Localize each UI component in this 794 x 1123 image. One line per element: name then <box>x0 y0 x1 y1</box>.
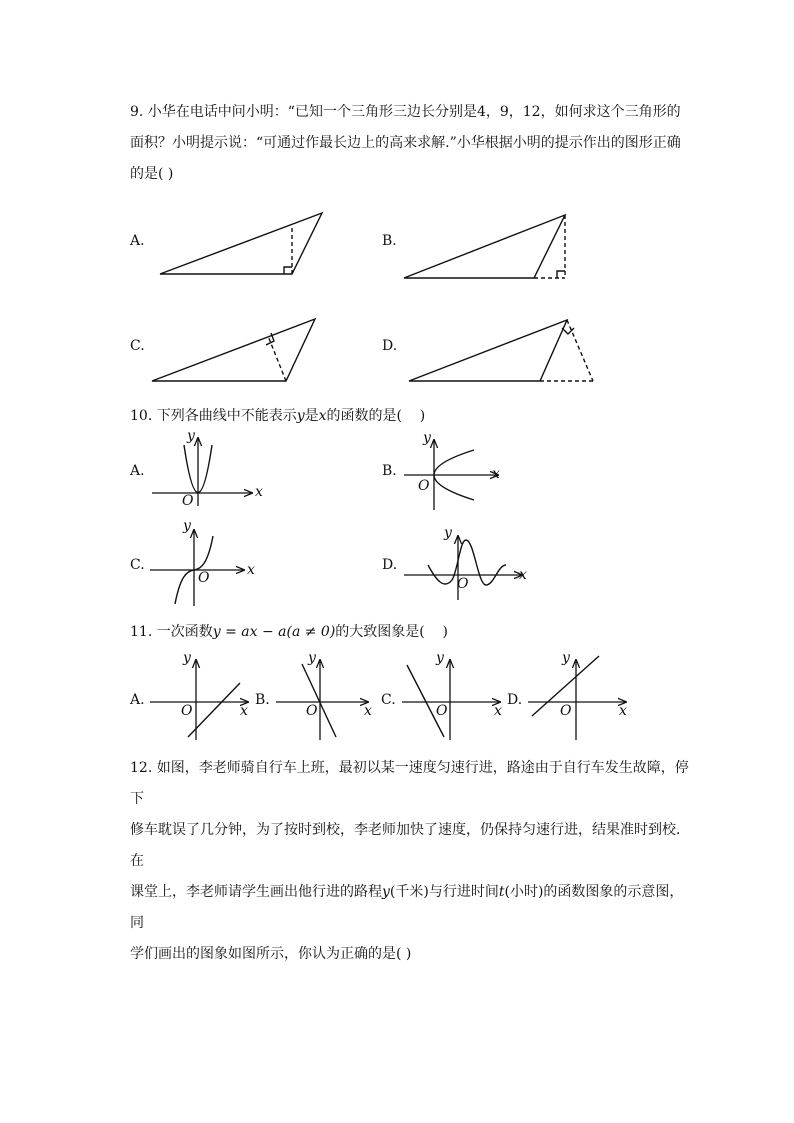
q10-b-x-label: x <box>492 466 500 482</box>
q12-var-t: t <box>498 884 505 900</box>
q11-c-origin-label: O <box>436 703 448 719</box>
q12-line3-post: (小时)的函数图象的示意图，同 <box>130 884 684 931</box>
q10-option-a-label[interactable]: A. <box>130 463 145 479</box>
q10-option-c-label[interactable]: C. <box>130 557 145 573</box>
q10-d-x-label: x <box>519 567 527 583</box>
q9-line-2: 面积？小明提示说：“可通过作最长边上的高来求解.”小华根据小明的提示作出的图形正确 <box>130 135 681 151</box>
q11-b-origin-label: O <box>306 703 318 719</box>
q11-option-c-label[interactable]: C. <box>381 692 396 708</box>
q9-line-3: 的是( ) <box>130 166 174 182</box>
q10-option-d-label[interactable]: D. <box>382 557 398 573</box>
q11-figure-d <box>528 656 626 740</box>
q10-var-y: y <box>296 408 305 424</box>
q11-d-origin-label: O <box>560 703 572 719</box>
q11-text-post: 的大致图象是( ) <box>335 624 449 640</box>
q11-option-b-label[interactable]: B. <box>255 692 270 708</box>
q11-a-x-label: x <box>240 703 248 719</box>
q10-b-origin-label: O <box>418 478 430 494</box>
q10-d-y-label: y <box>444 525 452 541</box>
q11-a-y-label: y <box>183 650 191 666</box>
q11-b-y-label: y <box>308 650 316 666</box>
q10-b-y-label: y <box>423 430 431 446</box>
q10-number: 10. <box>130 408 153 424</box>
question-12 <box>130 753 690 970</box>
q11-option-a-label[interactable]: A. <box>130 692 145 708</box>
q11-figure-b <box>276 660 368 740</box>
q11-option-d-label[interactable]: D. <box>507 692 523 708</box>
q10-var-x: x <box>318 408 327 424</box>
q11-figure-a <box>150 660 248 740</box>
q11-c-x-label: x <box>494 703 502 719</box>
q11-a-origin-label: O <box>181 703 193 719</box>
q11-d-x-label: x <box>619 703 627 719</box>
q11-number: 11. <box>130 624 153 640</box>
q11-b-x-label: x <box>364 703 372 719</box>
q11-formula: y = ax − a(a ≠ 0) <box>212 624 336 640</box>
q10-c-origin-label: O <box>198 570 210 586</box>
q10-c-x-label: x <box>247 562 255 578</box>
q11-text-pre: 一次函数 <box>156 624 213 640</box>
q11-d-y-label: y <box>562 650 570 666</box>
q9-option-b-label[interactable]: B. <box>382 233 397 249</box>
q10-text-pre: 下列各曲线中不能表示 <box>156 408 297 424</box>
q12-line3-mid: (千米)与行进时间 <box>389 884 499 900</box>
q10-c-y-label: y <box>183 518 191 534</box>
q12-line-4: 学们画出的图象如图所示，你认为正确的是( ) <box>130 946 412 962</box>
q9-option-c-label[interactable]: C. <box>130 338 145 354</box>
q12-line3-pre: 课堂上，李老师请学生画出他行进的路程 <box>130 884 382 900</box>
q9-option-d-label[interactable]: D. <box>382 338 398 354</box>
q11-figure-c <box>402 660 500 740</box>
q10-a-origin-label: O <box>182 493 194 509</box>
q10-a-x-label: x <box>255 484 263 500</box>
q12-var-y: y <box>382 884 390 900</box>
q9-line-1: 9. 小华在电话中问小明：“已知一个三角形三边长分别是4，9，12，如何求这个三角形的 <box>130 104 681 120</box>
q10-text-post: 的函数的是( ) <box>326 408 426 424</box>
q10-option-b-label[interactable]: B. <box>382 463 397 479</box>
q9-option-a-label[interactable]: A. <box>130 233 145 249</box>
q10-text-mid: 是 <box>304 408 319 424</box>
q12-line-2: 修车耽误了几分钟，为了按时到校，李老师加快了速度，仍保持匀速行进，结果准时到校．在 <box>130 822 690 869</box>
q10-a-y-label: y <box>187 428 195 444</box>
q11-c-y-label: y <box>436 650 444 666</box>
q12-line-3 <box>130 877 690 939</box>
q12-line-1: 12. 如图，李老师骑自行车上班，最初以某一速度匀速行进，路途由于自行车发生故障，停下 <box>130 760 689 807</box>
q10-d-origin-label: O <box>457 576 469 592</box>
